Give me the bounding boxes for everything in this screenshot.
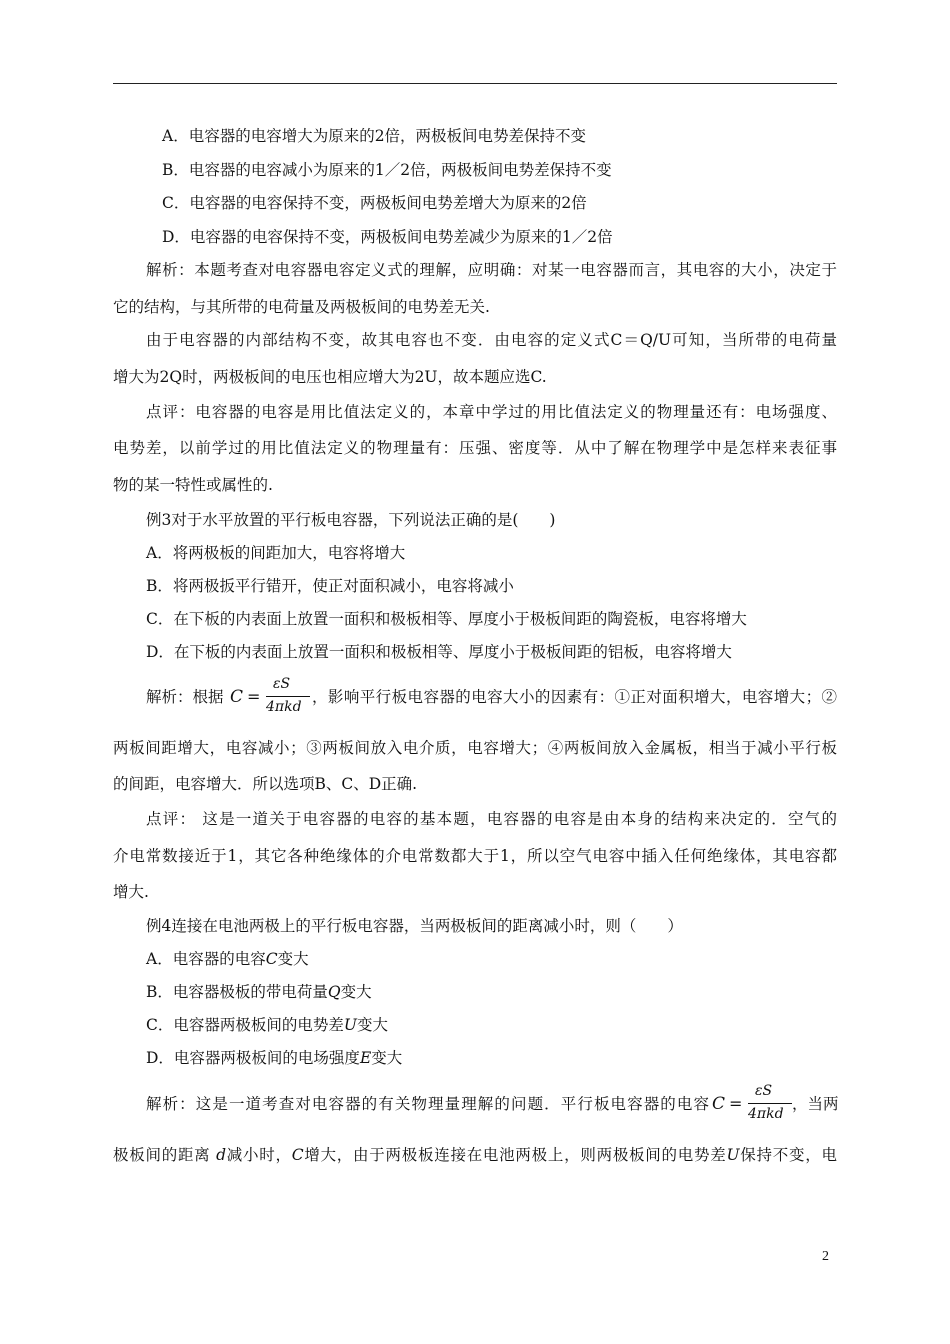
q3-analysis-line-3: 的间距，电容增大．所以选项B、C、D正确. <box>113 775 418 793</box>
q4-option-a-suffix: 变大 <box>277 950 309 968</box>
formula-eq: = <box>247 687 261 706</box>
q4-analysis-symbol-c: C <box>291 1146 304 1164</box>
q4-option-d-text: D．电容器两极板间的电场强度 <box>146 1049 360 1067</box>
q4-analysis-lead: 解析：这是一道考查对电容器的有关物理量理解的问题．平行板电容器的电容 <box>146 1095 709 1113</box>
page-number: 2 <box>822 1249 829 1264</box>
q4-option-c-symbol: U <box>343 1016 357 1034</box>
q4-option-c-text: C．电容器两极板间的电势差 <box>146 1016 344 1034</box>
q4-analysis-2-part-c: 增大，由于两极板连接在电池两极上，则两极板间的电势差 <box>303 1146 727 1164</box>
q3-option-b: B．将两极扳平行错开，使正对面积减小，电容将减小 <box>146 577 514 595</box>
q4-analysis-line-2 <box>113 1144 837 1166</box>
q2-analysis-line-1: 解析：本题考查对电容器电容定义式的理解，应明确：对某一电容器而言，其电容的大小，决定于 <box>146 261 837 279</box>
formula-numerator: εS <box>755 1083 773 1099</box>
q4-option-d <box>146 1047 402 1069</box>
fraction-bar <box>748 1103 792 1104</box>
q4-option-c <box>146 1014 388 1036</box>
formula-denominator: 4πkd <box>266 699 302 715</box>
q2-analysis-line-4: 增大为2Q时，两极板间的电压也相应增大为2U，故本题应选C. <box>113 368 547 386</box>
q4-analysis-2-part-b: 减小时， <box>226 1146 292 1164</box>
header-rule <box>113 83 837 84</box>
formula-denominator: 4πkd <box>748 1106 784 1122</box>
q3-option-c: C．在下板的内表面上放置一面积和极板相等、厚度小于极板间距的陶瓷板，电容将增大 <box>146 610 747 628</box>
q2-option-b: B．电容器的电容减小为原来的1／2倍，两极板间电势差保持不变 <box>162 161 612 179</box>
q4-analysis-symbol-d: d <box>216 1146 227 1164</box>
q4-option-a-symbol: C <box>265 950 278 968</box>
q3-comment-line-3: 增大. <box>113 883 149 901</box>
q4-analysis-line-1-tail: ，当两 <box>792 1095 839 1113</box>
q3-option-d: D．在下板的内表面上放置一面积和极板相等、厚度小于极板间距的铝板，电容将增大 <box>146 643 732 661</box>
capacitance-formula-1 <box>230 676 310 722</box>
formula-lhs: C <box>712 1094 726 1114</box>
q4-option-b-symbol: Q <box>327 983 341 1001</box>
q2-option-c: C．电容器的电容保持不变，两极板间电势差增大为原来的2倍 <box>162 194 587 212</box>
fraction-bar <box>266 696 310 697</box>
formula-eq: = <box>729 1094 743 1113</box>
q3-option-a: A．将两极板的间距加大，电容将增大 <box>146 544 406 562</box>
q4-option-b-suffix: 变大 <box>340 983 372 1001</box>
q4-analysis-symbol-u: U <box>726 1146 740 1164</box>
q4-option-c-suffix: 变大 <box>356 1016 388 1034</box>
q4-option-a <box>146 948 309 970</box>
q3-comment-line-1: 点评： 这是一道关于电容器的电容的基本题，电容器的电容是由本身的结构来决定的．空气的 <box>146 810 837 828</box>
formula-numerator: εS <box>273 676 291 692</box>
q4-option-a-text: A．电容器的电容 <box>146 950 266 968</box>
q4-analysis-2-part-d: 保持不变，电 <box>739 1146 837 1164</box>
q2-option-d: D．电容器的电容保持不变，两极板间电势差减少为原来的1／2倍 <box>162 228 613 246</box>
q2-comment-line-3: 物的某一特性或属性的. <box>113 476 273 494</box>
q3-analysis-line-1: ，影响平行板电容器的电容大小的因素有：①正对面积增大，电容增大；② <box>312 688 837 706</box>
q3-comment-line-2: 介电常数接近于1，其它各种绝缘体的介电常数都大于1，所以空气电容中插入任何绝缘体，其电容都 <box>113 847 837 865</box>
q3-analysis-line-2: 两板间距增大，电容减小；③两板间放入电介质，电容增大；④两板间放入金属板，相当于减小平行板 <box>113 739 837 757</box>
q4-option-d-symbol: E <box>359 1049 372 1067</box>
q2-option-a: A．电容器的电容增大为原来的2倍，两极板间电势差保持不变 <box>162 127 587 145</box>
q3-stem: 例3对于水平放置的平行板电容器，下列说法正确的是( ) <box>146 511 556 529</box>
q2-analysis-line-3: 由于电容器的内部结构不变，故其电容也不变．由电容的定义式C＝Q/U可知，当所带的电荷量 <box>146 331 837 349</box>
q2-analysis-line-2: 它的结构，与其所带的电荷量及两极板间的电势差无关. <box>113 298 490 316</box>
q2-comment-line-2: 电势差，以前学过的用比值法定义的物理量有：压强、密度等．从中了解在物理学中是怎样来表征事 <box>113 439 837 457</box>
capacitance-formula-2 <box>712 1083 792 1129</box>
q4-analysis-2-part-a: 极板间的距离 <box>113 1146 217 1164</box>
q3-analysis-lead: 解析：根据 <box>146 688 224 706</box>
q4-option-d-suffix: 变大 <box>371 1049 403 1067</box>
q4-stem: 例4连接在电池两极上的平行板电容器，当两极板间的距离减小时，则（ ） <box>146 917 683 935</box>
formula-lhs: C <box>230 687 244 707</box>
q4-option-b <box>146 981 372 1003</box>
q4-option-b-text: B．电容器极板的带电荷量 <box>146 983 328 1001</box>
q2-comment-line-1: 点评：电容器的电容是用比值法定义的，本章中学过的用比值法定义的物理量还有：电场强度、 <box>146 403 837 421</box>
